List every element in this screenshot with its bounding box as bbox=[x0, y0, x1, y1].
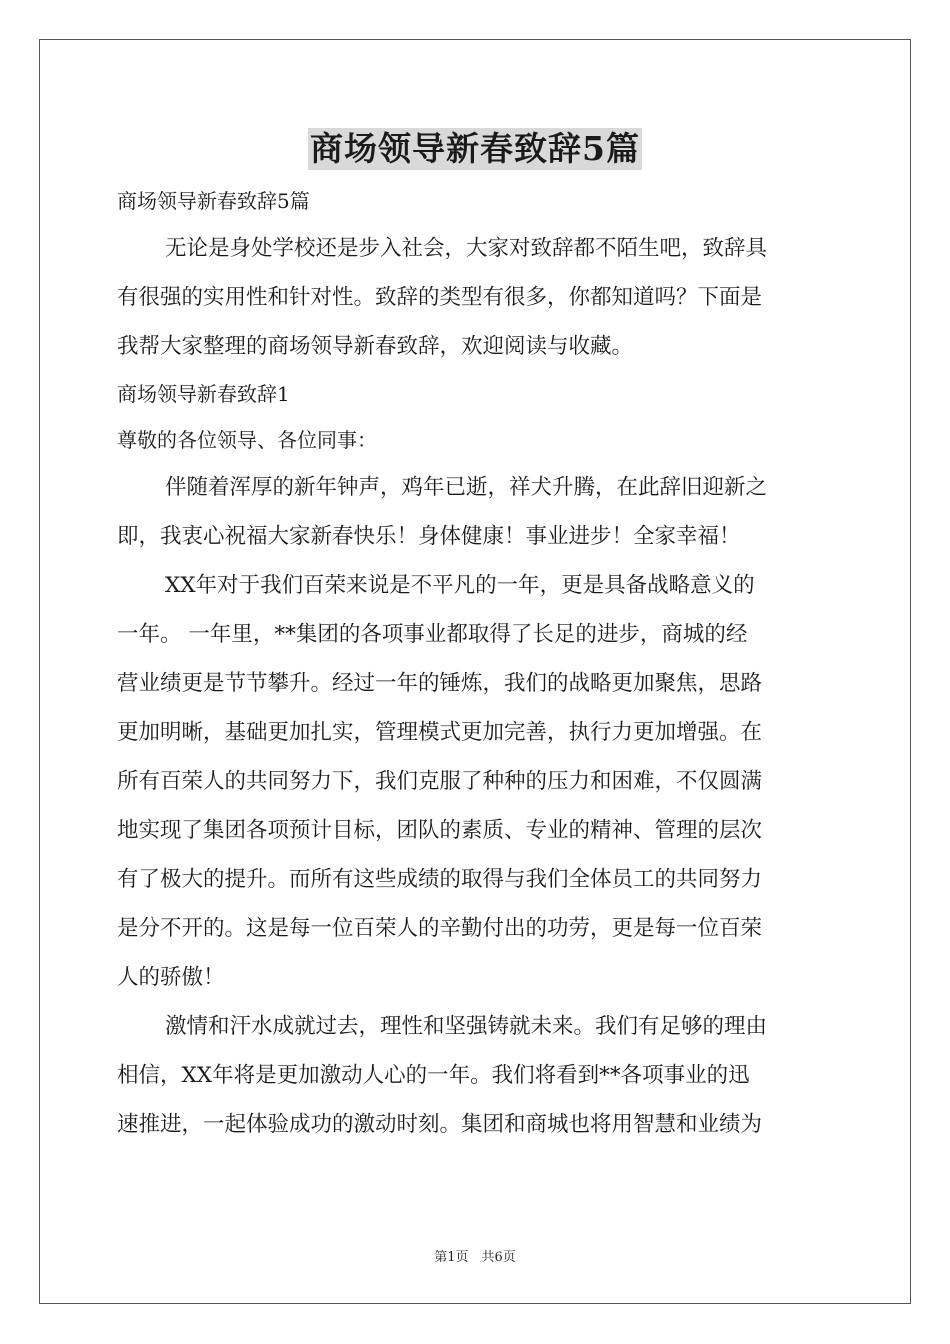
document-title: 商场领导新春致辞5篇 bbox=[310, 129, 640, 168]
intro-line-1: 无论是身处学校还是步入社会，大家对致辞都不陌生吧，致辞具 bbox=[165, 236, 768, 261]
paragraph-line: 速推进，一起体验成功的激动时刻。集团和商城也将用智慧和业绩为 bbox=[117, 1112, 763, 1137]
page-footer bbox=[0, 1246, 950, 1265]
subtitle-line: 商场领导新春致辞5篇 bbox=[117, 189, 310, 213]
document-body bbox=[117, 178, 835, 1149]
intro-line-3: 我帮大家整理的商场领导新春致辞，欢迎阅读与收藏。 bbox=[117, 334, 634, 359]
paragraph-line: 是分不开的。这是每一位百荣人的辛勤付出的功劳，更是每一位百荣 bbox=[117, 916, 763, 941]
paragraph-line: 激情和汗水成就过去，理性和坚强铸就未来。我们有足够的理由 bbox=[165, 1014, 768, 1039]
paragraph-line: XX年对于我们百荣来说是不平凡的一年，更是具备战略意义的 bbox=[165, 573, 755, 598]
paragraph-line: 有了极大的提升。而所有这些成绩的取得与我们全体员工的共同努力 bbox=[117, 867, 763, 892]
intro-line-2: 有很强的实用性和针对性。致辞的类型有很多，你都知道吗？下面是 bbox=[117, 285, 763, 310]
paragraph-line: 更加明晰，基础更加扎实，管理模式更加完善，执行力更加增强。在 bbox=[117, 720, 763, 745]
salutation-line: 尊敬的各位领导、各位同事： bbox=[117, 428, 377, 452]
paragraph-line: 相信，XX年将是更加激动人心的一年。我们将看到**各项事业的迅 bbox=[117, 1063, 750, 1088]
paragraph-line: 人的骄傲！ bbox=[117, 965, 225, 990]
paragraph-line: 即，我衷心祝福大家新春快乐！身体健康！事业进步！全家幸福！ bbox=[117, 524, 741, 549]
paragraph-line: 一年。 一年里，**集团的各项事业都取得了长足的进步，商城的经 bbox=[117, 622, 748, 647]
title-wrapper bbox=[0, 128, 950, 170]
paragraph-line: 营业绩更是节节攀升。经过一年的锤炼，我们的战略更加聚焦，思路 bbox=[117, 671, 763, 696]
section-heading-1: 商场领导新春致辞1 bbox=[117, 382, 290, 406]
paragraph-line: 地实现了集团各项预计目标，团队的素质、专业的精神、管理的层次 bbox=[117, 818, 763, 843]
page-number-label: 第1页 共6页 bbox=[434, 1250, 516, 1265]
paragraph-line: 伴随着浑厚的新年钟声，鸡年已逝，祥犬升腾，在此辞旧迎新之 bbox=[165, 475, 768, 500]
paragraph-line: 所有百荣人的共同努力下，我们克服了种种的压力和困难，不仅圆满 bbox=[117, 769, 763, 794]
